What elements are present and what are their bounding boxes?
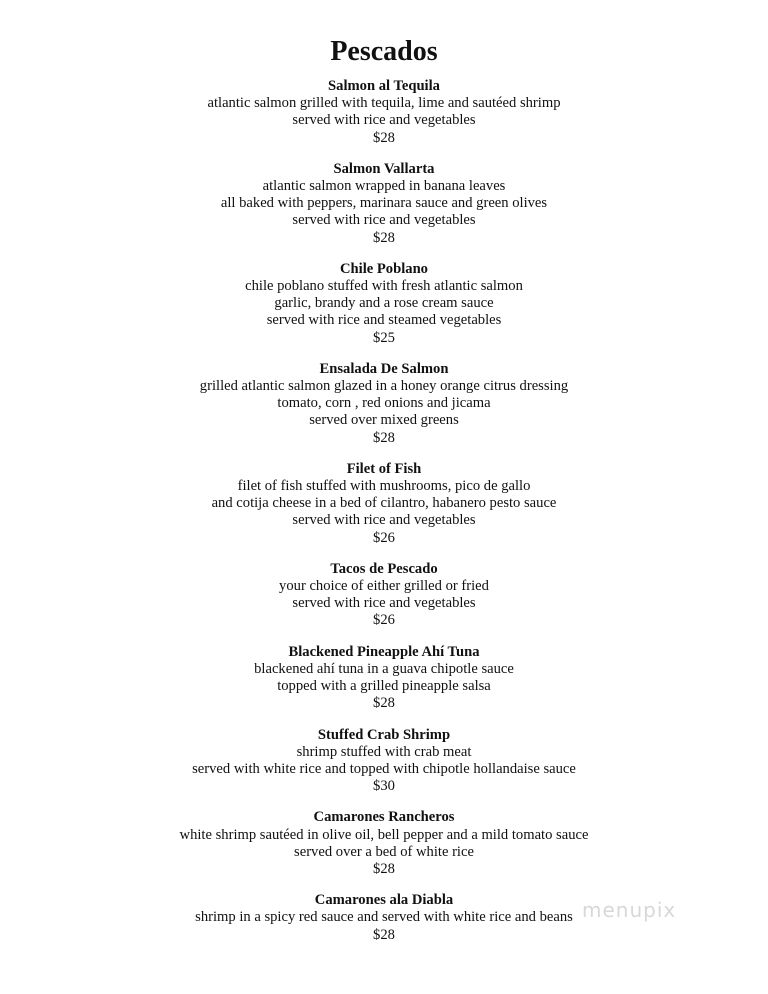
menu-item-price: $28	[373, 129, 395, 146]
menu-item-description: blackened ahí tuna in a guava chipotle sauce	[254, 660, 514, 677]
menu-item-description: chile poblano stuffed with fresh atlantic salmon	[245, 278, 523, 295]
menu-item-description: shrimp in a spicy red sauce and served with white rice and beans	[195, 909, 573, 926]
watermark-logo: menupix	[582, 898, 677, 922]
menu-item	[0, 461, 768, 547]
menu-item	[0, 561, 768, 630]
menu-item-description: your choice of either grilled or fried	[279, 578, 489, 595]
menu-item-description: topped with a grilled pineapple salsa	[277, 678, 491, 695]
menu-item-name: Salmon al Tequila	[328, 78, 440, 94]
menu-item-description: and cotija cheese in a bed of cilantro, habanero pesto sauce	[211, 495, 557, 512]
menu-item	[0, 78, 768, 147]
menu-item-description: served with white rice and topped with chipotle hollandaise sauce	[192, 760, 576, 777]
menu-item-description: atlantic salmon wrapped in banana leaves	[262, 178, 506, 195]
menu-item-name: Salmon Vallarta	[333, 160, 435, 177]
menu-item-price: $26	[373, 612, 395, 629]
menu-item-name: Camarones Rancheros	[313, 809, 455, 826]
menu-item-price: $28	[373, 695, 395, 712]
menu-item-name: Camarones ala Diabla	[314, 892, 454, 909]
menu-item-name: Chile Poblano	[340, 260, 428, 277]
menu-item-description: served with rice and steamed vegetables	[266, 312, 502, 329]
menu-item-price: $28	[373, 926, 395, 943]
menu-item-name: Tacos de Pescado	[330, 560, 438, 577]
menu-item-description: served with rice and vegetables	[292, 595, 476, 612]
menu-item-description: grilled atlantic salmon glazed in a honey orange citrus dressing	[199, 378, 569, 395]
menu-item-description: all baked with peppers, marinara sauce and green olives	[220, 195, 548, 212]
menu-item-name: Stuffed Crab Shrimp	[317, 726, 451, 743]
menu-item	[0, 161, 768, 247]
menu-item-description: atlantic salmon grilled with tequila, lime and sautéed shrimp	[207, 95, 561, 112]
menu-item-description: served with rice and vegetables	[292, 212, 476, 229]
menu-item-description: served over a bed of white rice	[294, 843, 474, 860]
menu-item	[0, 809, 768, 878]
menu-item-description: served over mixed greens	[309, 412, 459, 429]
menu-item-description: served with rice and vegetables	[292, 112, 476, 129]
menu-item-price: $28	[373, 429, 395, 446]
menu-item-description: shrimp stuffed with crab meat	[296, 743, 472, 760]
menu-item	[0, 361, 768, 447]
menu-item-price: $25	[373, 329, 395, 346]
menu-item-price: $30	[373, 778, 395, 795]
menu-item	[0, 261, 768, 347]
page-title: Pescados	[330, 36, 438, 67]
menu-item-price: $28	[373, 860, 395, 877]
menu-item-price: $28	[373, 229, 395, 246]
menu-item-description: served with rice and vegetables	[292, 512, 476, 529]
menu-item-description: garlic, brandy and a rose cream sauce	[274, 295, 494, 312]
menu-item-name: Ensalada De Salmon	[319, 360, 449, 377]
menu-item-description: filet of fish stuffed with mushrooms, pico de gallo	[237, 478, 531, 495]
menu-item	[0, 727, 768, 796]
menu-item-price: $26	[373, 529, 395, 546]
menu-item-name: Filet of Fish	[346, 460, 422, 477]
menu-item	[0, 644, 768, 713]
menu-item-description: tomato, corn , red onions and jicama	[277, 395, 491, 412]
menu-item-name: Blackened Pineapple Ahí Tuna	[288, 643, 480, 660]
menu-item-description: white shrimp sautéed in olive oil, bell pepper and a mild tomato sauce	[179, 826, 589, 843]
